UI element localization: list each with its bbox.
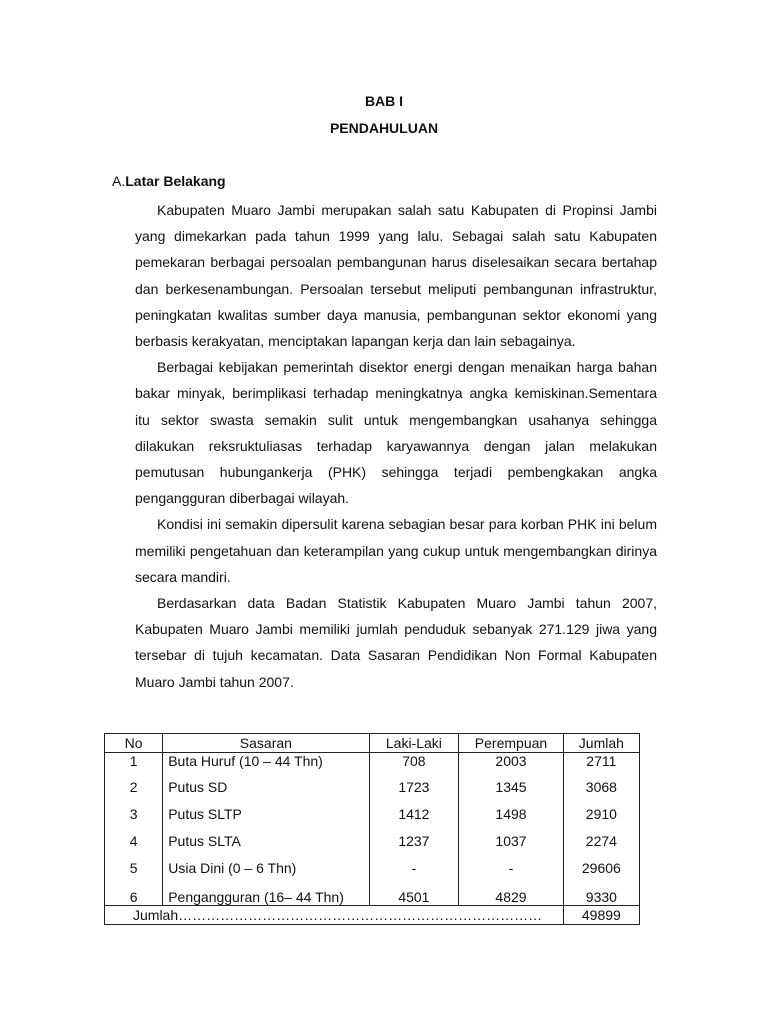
cell-laki-laki: 1237 <box>369 827 459 854</box>
cell-jumlah: 2274 <box>563 827 639 854</box>
cell-no: 5 <box>105 854 163 881</box>
cell-perempuan: 1498 <box>459 800 563 827</box>
cell-sasaran: Putus SD <box>163 773 369 800</box>
header-sasaran: Sasaran <box>163 734 369 753</box>
sasaran-table <box>104 733 640 925</box>
cell-perempuan: - <box>459 854 563 881</box>
total-value: 49899 <box>563 906 639 925</box>
cell-jumlah: 2910 <box>563 800 639 827</box>
table-total-row <box>105 906 640 925</box>
cell-no: 6 <box>105 881 163 906</box>
cell-sasaran: Putus SLTP <box>163 800 369 827</box>
cell-sasaran: Buta Huruf (10 – 44 Thn) <box>163 753 369 774</box>
paragraph-2: Berbagai kebijakan pemerintah disektor energi dengan menaikan harga bahan bakar minyak, berimplikasi terhadap meningkatnya angka kemiskinan.Sementara itu sektor swasta semakin sulit untuk mengembangkan usahanya sehingga dilakukan reksruktuliasas terhadap karyawannya dengan jalan melakukan pemutusan hubungankerja (PHK) sehingga terjadi pembengkakan angka pengangguran diberbagai wilayah. <box>135 359 657 507</box>
chapter-title: PENDAHULUAN <box>329 120 439 136</box>
section-title: Latar Belakang <box>125 173 226 189</box>
cell-perempuan: 1345 <box>459 773 563 800</box>
table-row <box>105 753 640 774</box>
table-row <box>105 881 640 906</box>
cell-laki-laki: 4501 <box>369 881 459 906</box>
cell-laki-laki: 1723 <box>369 773 459 800</box>
body-text <box>135 197 657 695</box>
section-letter: A. <box>112 173 126 189</box>
cell-jumlah: 3068 <box>563 773 639 800</box>
table-row <box>105 800 640 827</box>
cell-perempuan: 1037 <box>459 827 563 854</box>
cell-no: 1 <box>105 753 163 774</box>
header-no: No <box>105 734 163 753</box>
table-header-row <box>105 734 640 753</box>
cell-no: 4 <box>105 827 163 854</box>
total-label: Jumlah…………………………………………………………………… <box>105 906 564 925</box>
cell-jumlah: 9330 <box>563 881 639 906</box>
cell-sasaran: Putus SLTA <box>163 827 369 854</box>
header-laki-laki: Laki-Laki <box>369 734 459 753</box>
cell-jumlah: 2711 <box>563 753 639 774</box>
cell-laki-laki: 1412 <box>369 800 459 827</box>
header-perempuan: Perempuan <box>459 734 563 753</box>
cell-jumlah: 29606 <box>563 854 639 881</box>
cell-laki-laki: - <box>369 854 459 881</box>
cell-sasaran: Pengangguran (16– 44 Thn) <box>163 881 369 906</box>
cell-perempuan: 4829 <box>459 881 563 906</box>
paragraph-4: Berdasarkan data Badan Statistik Kabupaten Muaro Jambi tahun 2007, Kabupaten Muaro Jambi memiliki jumlah penduduk sebanyak 271.129 jiwa yang tersebar di tujuh kecamatan. Data Sasaran Pendidikan Non Formal Kabupaten Muaro Jambi tahun 2007. <box>135 595 657 690</box>
cell-perempuan: 2003 <box>459 753 563 774</box>
chapter-number: BAB I <box>364 93 404 109</box>
paragraph-1: Kabupaten Muaro Jambi merupakan salah satu Kabupaten di Propinsi Jambi yang dimekarkan pada tahun 1999 yang lalu. Sebagai salah satu Kabupaten pemekaran berbagai persoalan pembangunan harus diselesaikan secara bertahap dan berkesenambungan. Persoalan tersebut meliputi pembangunan infrastruktur, peningkatan kwalitas sumber daya manusia, pembangunan sektor ekonomi yang berbasis kerakyatan, menciptakan lapangan kerja dan lain sebagainya. <box>135 202 657 350</box>
cell-sasaran: Usia Dini (0 – 6 Thn) <box>163 854 369 881</box>
paragraph-3: Kondisi ini semakin dipersulit karena sebagian besar para korban PHK ini belum memiliki pengetahuan dan keterampilan yang cukup untuk mengembangkan dirinya secara mandiri. <box>135 516 657 585</box>
table-row <box>105 827 640 854</box>
section-heading <box>112 173 226 189</box>
cell-no: 3 <box>105 800 163 827</box>
cell-no: 2 <box>105 773 163 800</box>
header-jumlah: Jumlah <box>563 734 639 753</box>
cell-laki-laki: 708 <box>369 753 459 774</box>
table-row <box>105 773 640 800</box>
table-row <box>105 854 640 881</box>
